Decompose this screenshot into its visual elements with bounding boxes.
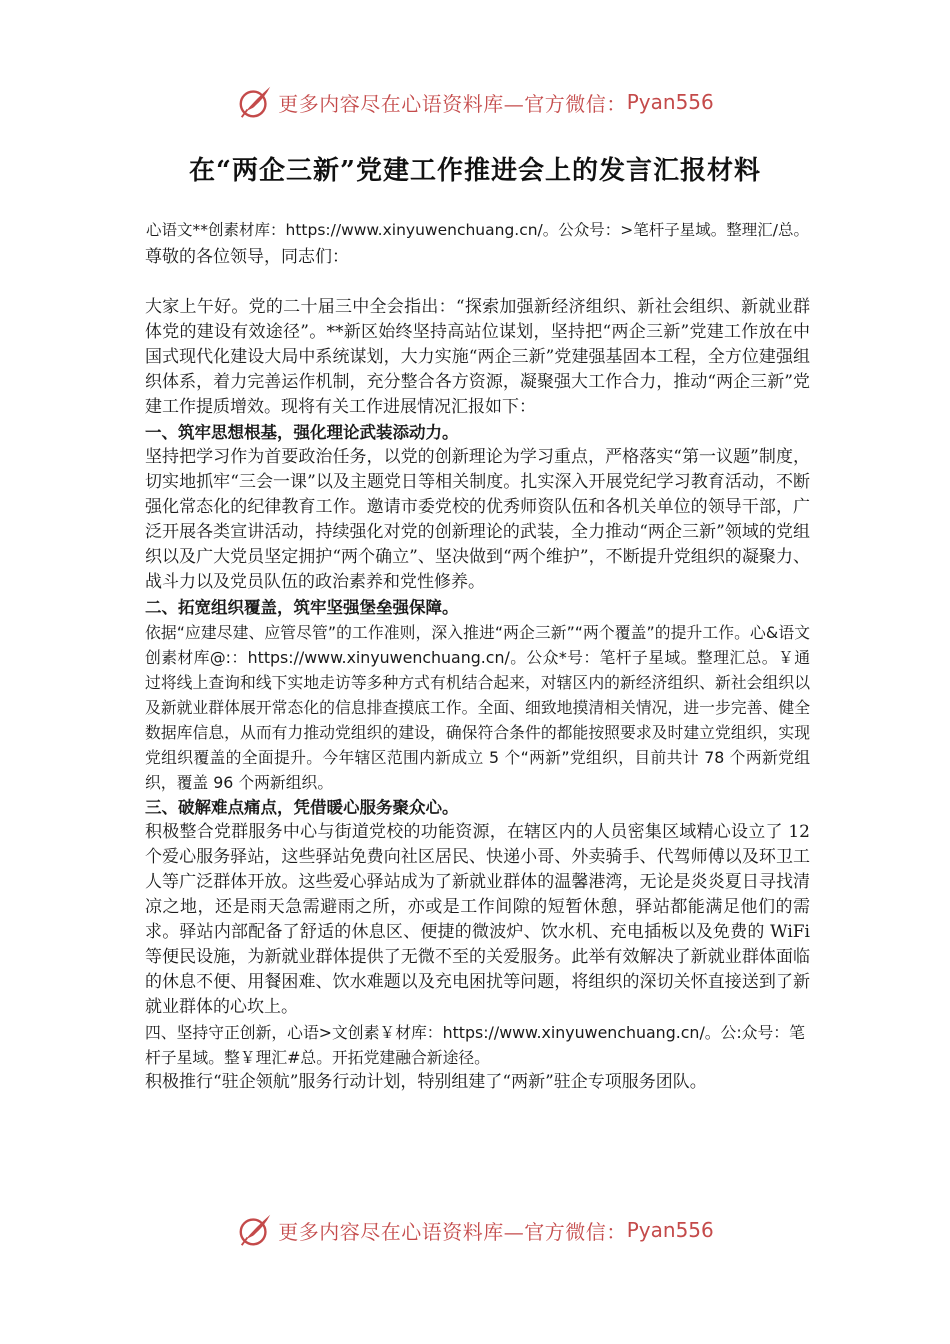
- watermark-text: 更多内容尽在心语资料库—官方微信：: [278, 1219, 627, 1244]
- section-4-heading: 四、坚持守正创新，心语>文创素￥材库：https://www.xinyuwenchuang.cn/。公:众号：笔杆子星域。整￥理汇#总。开拓党建融合新途径。: [145, 1023, 805, 1067]
- blank-line: [145, 270, 810, 295]
- watermark-header: [0, 82, 950, 122]
- watermark-handle: Pyan556: [626, 1218, 714, 1242]
- quill-logo-icon: [236, 83, 274, 121]
- section-1-heading: 一、筑牢思想根基，强化理论武装添动力。: [145, 423, 459, 442]
- section-3-body: 积极整合党群服务中心与街道党校的功能资源，在辖区内的人员密集区域精心设立了 12 个爱心服务驿站，这些驿站免费向社区居民、快递小哥、外卖骑手、代驾师傅以及环卫工人等广泛群体开放。这些爱心驿站成为了新就业群体的温馨港湾，无论是炎炎夏日寻找清凉之地，还是雨天急需避雨之所，亦或是工作间隙的短暂休憩，驿站都能满足他们的需求。驿站内部配备了舒适的休息区、便捷的微波炉、饮水机、充电插板以及免费的 WiFi 等便民设施，为新就业群体提供了无微不至的关爱服务。此举有效解决了新就业群体面临的休息不便、用餐困难、饮水难题以及充电困扰等问题，将组织的深切关怀直接送到了新就业群体的心坎上。: [145, 822, 810, 1017]
- section-2-body: 依据“应建尽建、应管尽管”的工作准则，深入推进“两企三新”“两个覆盖”的提升工作。心&语文创素材库@:：https://www.xinyuwenchuang.cn/。公众*号：笔杆子星域。整理汇总。￥通过将线上查询和线下实地走访等多种方式有机结合起来，对辖区内的新经济组织、新社会组织以及新就业群体展开常态化的信息排查摸底工作。全面、细致地摸清相关情况，进一步完善、健全数据库信息，从而有力推动党组织的建设，确保符合条件的都能按照要求及时建立党组织，实现党组织覆盖的全面提升。今年辖区范围内新成立 5 个“两新”党组织，目前共计 78 个两新党组织，覆盖 96 个两新组织。: [145, 623, 810, 792]
- intro-paragraph: 大家上午好。党的二十届三中全会指出：“探索加强新经济组织、新社会组织、新就业群体党的建设有效途径”。**新区始终坚持高站位谋划，坚持把“两企三新”党建工作放在中国式现代化建设大局中系统谋划，大力实施“两企三新”党建强基固本工程，全方位建强组织体系，着力完善运作机制，充分整合各方资源，凝聚强大工作合力，推动“两企三新”党建工作提质增效。现将有关工作进展情况汇报如下：: [145, 297, 810, 417]
- document-body: [145, 218, 810, 1095]
- watermark-footer: [0, 1210, 950, 1250]
- source-line: 心语文**创素材库：https://www.xinyuwenchuang.cn/。公众号：>笔杆子星域。整理汇/总。: [146, 221, 809, 239]
- section-2-heading: 二、拓宽组织覆盖，筑牢坚强堡垒强保障。: [145, 598, 459, 617]
- document-title: 在“两企三新”党建工作推进会上的发言汇报材料: [189, 156, 761, 186]
- section-4-body: 积极推行“驻企领航”服务行动计划，特别组建了“两新”驻企专项服务团队。: [145, 1072, 707, 1092]
- section-1-body: 坚持把学习作为首要政治任务，以党的创新理论为学习重点，严格落实“第一议题”制度，切实地抓牢“三会一课”以及主题党日等相关制度。扎实深入开展党纪学习教育活动，不断强化常态化的纪律教育工作。邀请市委党校的优秀师资队伍和各机关单位的领导干部，广泛开展各类宣讲活动，持续强化对党的创新理论的武装，全力推动“两企三新”领域的党组织以及广大党员坚定拥护“两个确立”、坚决做到“两个维护”，不断提升党组织的凝聚力、战斗力以及党员队伍的政治素养和党性修养。: [145, 447, 810, 592]
- watermark-handle: Pyan556: [626, 90, 714, 114]
- quill-logo-icon: [236, 1211, 274, 1249]
- watermark-text: 更多内容尽在心语资料库—官方微信：: [278, 91, 627, 116]
- section-3-heading: 三、破解难点痛点，凭借暖心服务聚众心。: [145, 798, 459, 817]
- greeting: 尊敬的各位领导，同志们：: [145, 247, 349, 267]
